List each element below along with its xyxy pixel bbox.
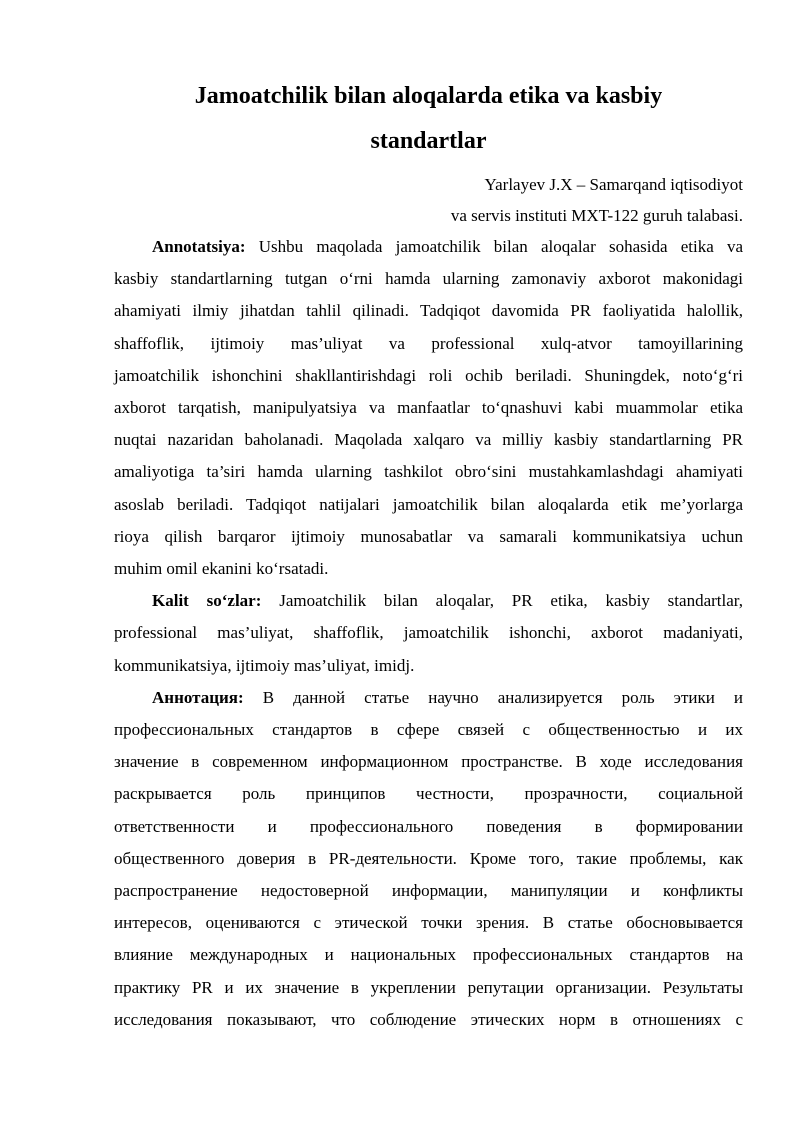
title-line: standartlar [370,128,487,154]
text-line: общественного доверия в PR-деятельности. Кроме того, такие проблемы, как [114,848,743,868]
text-line: amaliyotiga ta’siri hamda ularning tashkilot obro‘sini mustahkamlashdagi ahamiyati [114,462,743,482]
text-line: ahamiyati ilmiy jihatdan tahlil qilinadi. Tadqiqot davomida PR faoliyatida halollik, [114,301,743,321]
text-line: muhim omil ekanini ko‘rsatadi. [114,559,329,579]
text-line: jamoatchilik ishonchini shakllantirishdagi roli ochib beriladi. Shuningdek, noto‘g‘ri [114,365,743,385]
paragraph [114,682,743,1036]
text-line: интересов, оцениваются с этической точки зрения. В статье обосновывается [114,913,743,933]
text-line: nuqtai nazaridan baholanadi. Maqolada xalqaro va milliy kasbiy standartlarning PR [114,430,743,450]
byline-line: Yarlayev J.X – Samarqand iqtisodiyot [484,175,743,194]
text-line: professional mas’uliyat, shaffoflik, jamoatchilik ishonchi, axborot madaniyati, [114,623,743,643]
paragraph-lead-label: Аннотация: [152,687,244,707]
paragraph-first-line-text: Jamoatchilik bilan aloqalar, PR etika, kasbiy standartlar, [279,591,743,611]
text-line: shaffoflik, ijtimoiy mas’uliyat va professional xulq-atvor tamoyillarining [114,333,743,353]
byline-line: va servis instituti MXT-122 guruh talabasi. [450,206,743,225]
text-line [114,682,743,714]
paragraph [114,585,743,682]
text-line: rioya qilish barqaror ijtimoiy munosabatlar va samarali kommunikatsiya uchun [114,526,743,546]
paragraph [114,231,743,585]
document-body [114,231,743,1036]
paragraph-first-line-text: Ushbu maqolada jamoatchilik bilan aloqalar sohasida etika va [258,237,743,256]
text-line: asoslab beriladi. Tadqiqot natijalari jamoatchilik bilan aloqalarda etik me’yorlarga [114,494,743,514]
text-line: kommunikatsiya, ijtimoiy mas’uliyat, imidj. [114,655,415,675]
text-line: распространение недостоверной информации, манипуляции и конфликты [114,881,743,901]
text-line: раскрывается роль принципов честности, прозрачности, социальной [114,784,743,804]
author-byline [114,169,743,231]
text-line: практику PR и их значение в укреплении репутации организации. Результаты [114,977,743,997]
text-line: профессиональных стандартов в сфере связей с общественностью и их [114,720,743,740]
text-line [114,585,743,617]
paragraph-lead-label: Kalit so‘zlar: [152,591,262,611]
text-line: значение в современном информационном пространстве. В ходе исследования [114,752,743,772]
paragraph-first-line-text: В данной статье научно анализируется роль этики и [262,687,744,707]
text-line: ответственности и профессионального поведения в формировании [114,816,743,836]
text-line: axborot tarqatish, manipulyatsiya va manfaatlar to‘qnashuvi kabi muammolar etika [114,398,743,418]
paragraph-lead-label: Annotatsiya: [152,237,246,256]
text-line: влияние международных и национальных профессиональных стандартов на [114,945,743,965]
text-line [114,231,743,263]
title-line: Jamoatchilik bilan aloqalarda etika va kasbiy [194,83,663,109]
text-line: kasbiy standartlarning tutgan o‘rni hamda ularning zamonaviy axborot makonidagi [114,269,743,289]
text-line: исследования показывают, что соблюдение этических норм в отношениях с [114,1009,743,1029]
document-title [114,74,743,164]
